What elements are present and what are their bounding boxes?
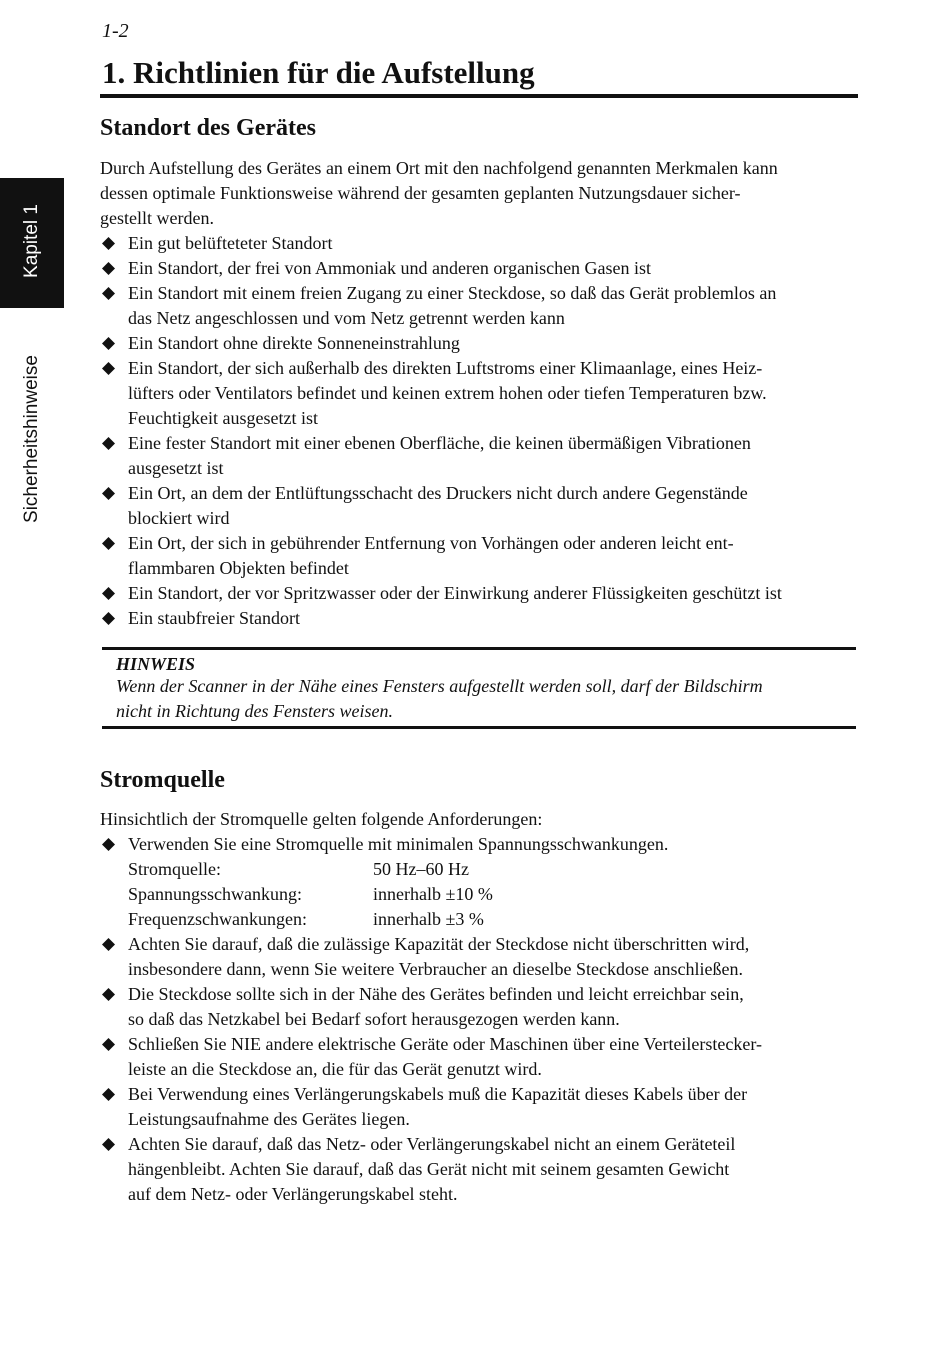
text-line: Ein Ort, an dem der Entlüftungsschacht des Druckers nicht durch andere Gegenstände bbox=[128, 483, 748, 503]
power-spec-table bbox=[128, 857, 493, 932]
list-item bbox=[100, 932, 858, 982]
text-line: Schließen Sie NIE andere elektrische Geräte oder Maschinen über eine Verteilerstecker- bbox=[128, 1034, 763, 1054]
list-item bbox=[100, 431, 858, 481]
list-item bbox=[100, 531, 858, 581]
text-line: nicht in Richtung des Fensters weisen. bbox=[116, 701, 393, 721]
chapter-tab-label: Kapitel 1 bbox=[21, 204, 42, 278]
standort-bullet-list bbox=[100, 231, 858, 631]
text-line: so daß das Netzkabel bei Bedarf sofort herausgezogen werden kann. bbox=[128, 1009, 620, 1029]
list-item bbox=[100, 231, 858, 256]
black-diamond-icon bbox=[102, 1088, 115, 1101]
text-line: flammbaren Objekten befindet bbox=[128, 558, 349, 578]
text-line: Ein staubfreier Standort bbox=[128, 608, 300, 628]
text-line: Ein Standort mit einem freien Zugang zu einer Steckdose, so daß das Gerät problemlos an bbox=[128, 283, 777, 303]
black-diamond-icon bbox=[102, 287, 115, 300]
title-rule bbox=[100, 94, 858, 98]
text-line: leiste an die Steckdose an, die für das Gerät genutzt wird. bbox=[128, 1059, 542, 1079]
spec-label: Frequenzschwankungen: bbox=[128, 909, 307, 929]
text-line: gestellt werden. bbox=[100, 208, 214, 228]
table-row bbox=[128, 857, 493, 882]
text-line: hängenbleibt. Achten Sie darauf, daß das Gerät nicht mit seinem gesamten Gewicht bbox=[128, 1159, 730, 1179]
list-item bbox=[100, 256, 858, 281]
black-diamond-icon bbox=[102, 1138, 115, 1151]
list-item bbox=[100, 1082, 858, 1132]
page-number: 1-2 bbox=[102, 20, 129, 42]
black-diamond-icon bbox=[102, 1038, 115, 1051]
text-line: Bei Verwendung eines Verlängerungskabels muß die Kapazität dieses Kabels über der bbox=[128, 1084, 748, 1104]
text-line: Achten Sie darauf, daß das Netz- oder Verlängerungskabel nicht an einem Geräteteil bbox=[128, 1134, 736, 1154]
text-line: das Netz angeschlossen und vom Netz getrennt werden kann bbox=[128, 308, 565, 328]
text-line: Ein Standort, der frei von Ammoniak und anderen organischen Gasen ist bbox=[128, 258, 652, 278]
hinweis-box bbox=[102, 647, 856, 729]
section-side-label: Sicherheitshinweise bbox=[21, 355, 42, 523]
spec-value: 50 Hz–60 Hz bbox=[373, 859, 469, 879]
text-line: Achten Sie darauf, daß die zulässige Kapazität der Steckdose nicht überschritten wird, bbox=[128, 934, 750, 954]
black-diamond-icon bbox=[102, 587, 115, 600]
black-diamond-icon bbox=[102, 537, 115, 550]
black-diamond-icon bbox=[102, 838, 115, 851]
spec-value: innerhalb ±10 % bbox=[373, 884, 493, 904]
list-item bbox=[100, 481, 858, 531]
list-item bbox=[100, 581, 858, 606]
list-item bbox=[100, 356, 858, 431]
text-line: Feuchtigkeit ausgesetzt ist bbox=[128, 408, 318, 428]
table-row bbox=[128, 907, 493, 932]
standort-body bbox=[100, 156, 858, 631]
text-line: Wenn der Scanner in der Nähe eines Fensters aufgestellt werden soll, darf der Bildschirm bbox=[116, 676, 763, 696]
table-row bbox=[128, 882, 493, 907]
text-line: lüfters oder Ventilators befindet und keinen extrem hohen oder tiefen Temperaturen bzw. bbox=[128, 383, 767, 403]
black-diamond-icon bbox=[102, 487, 115, 500]
text-line: Ein Ort, der sich in gebührender Entfernung von Vorhängen oder anderen leicht ent- bbox=[128, 533, 734, 553]
text-line: Leistungsaufnahme des Gerätes liegen. bbox=[128, 1109, 410, 1129]
text-line: blockiert wird bbox=[128, 508, 230, 528]
spec-label: Stromquelle: bbox=[128, 859, 221, 879]
text-line: dessen optimale Funktionsweise während der gesamten geplanten Nutzungsdauer sicher- bbox=[100, 183, 741, 203]
black-diamond-icon bbox=[102, 337, 115, 350]
text-line: Ein gut belüfteteter Standort bbox=[128, 233, 333, 253]
section-heading-stromquelle: Stromquelle bbox=[100, 767, 225, 793]
list-item bbox=[100, 832, 858, 932]
stromquelle-bullet-list bbox=[100, 832, 858, 1207]
list-item bbox=[100, 1032, 858, 1082]
black-diamond-icon bbox=[102, 988, 115, 1001]
spec-label: Spannungsschwankung: bbox=[128, 884, 302, 904]
text-line: Die Steckdose sollte sich in der Nähe des Gerätes befinden und leicht erreichbar sein, bbox=[128, 984, 744, 1004]
text-line: ausgesetzt ist bbox=[128, 458, 224, 478]
list-item bbox=[100, 331, 858, 356]
text-line: Durch Aufstellung des Gerätes an einem Ort mit den nachfolgend genannten Merkmalen kann bbox=[100, 158, 778, 178]
text-line: Eine fester Standort mit einer ebenen Oberfläche, die keinen übermäßigen Vibrationen bbox=[128, 433, 751, 453]
hinweis-title: HINWEIS bbox=[116, 654, 196, 674]
spec-value: innerhalb ±3 % bbox=[373, 909, 484, 929]
black-diamond-icon bbox=[102, 362, 115, 375]
list-item bbox=[100, 1132, 858, 1207]
stromquelle-intro: Hinsichtlich der Stromquelle gelten folgende Anforderungen: bbox=[100, 809, 543, 829]
section-heading-standort: Standort des Gerätes bbox=[100, 115, 316, 141]
list-item bbox=[100, 982, 858, 1032]
text-line: insbesondere dann, wenn Sie weitere Verbraucher an dieselbe Steckdose anschließen. bbox=[128, 959, 743, 979]
list-item bbox=[100, 606, 858, 631]
standort-intro bbox=[100, 156, 858, 231]
black-diamond-icon bbox=[102, 437, 115, 450]
text-line: Ein Standort, der vor Spritzwasser oder der Einwirkung anderer Flüssigkeiten geschützt ist bbox=[128, 583, 782, 603]
black-diamond-icon bbox=[102, 237, 115, 250]
text-line: Ein Standort ohne direkte Sonneneinstrahlung bbox=[128, 333, 460, 353]
black-diamond-icon bbox=[102, 612, 115, 625]
text-line: auf dem Netz- oder Verlängerungskabel steht. bbox=[128, 1184, 458, 1204]
black-diamond-icon bbox=[102, 938, 115, 951]
black-diamond-icon bbox=[102, 262, 115, 275]
chapter-title: 1. Richtlinien für die Aufstellung bbox=[102, 55, 535, 90]
stromquelle-body bbox=[100, 807, 858, 1207]
list-item bbox=[100, 281, 858, 331]
bullet-text: Verwenden Sie eine Stromquelle mit minimalen Spannungsschwankungen. bbox=[128, 834, 669, 854]
hinweis-text bbox=[116, 674, 856, 724]
text-line: Ein Standort, der sich außerhalb des direkten Luftstroms einer Klimaanlage, eines Heiz- bbox=[128, 358, 763, 378]
